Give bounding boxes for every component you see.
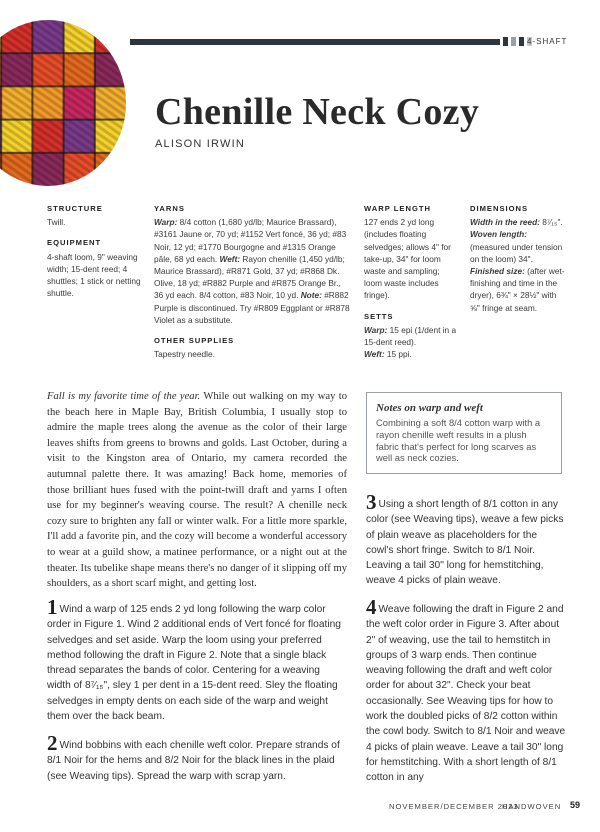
step-3: [366, 490, 566, 589]
article-title: Chenille Neck Cozy: [155, 91, 480, 133]
swatch: [511, 37, 516, 46]
intro-lead: Fall is my favorite time of the year.: [47, 391, 201, 402]
spec-yarns: [154, 203, 350, 360]
step-number: 3: [366, 490, 377, 514]
notes-body: Combining a soft 8/4 cotton warp with a rayon chenille weft results in a plush fabric that's perfect for long scarves as well as neck cozies.: [376, 417, 541, 464]
setts-weft-text: 15 ppi.: [384, 349, 412, 360]
dim-woven: [470, 228, 568, 265]
yarns-value: [154, 216, 350, 326]
warp-length-label: WARP LENGTH: [364, 204, 431, 213]
section-tag: 4-SHAFT: [527, 37, 568, 46]
notes-box: [366, 392, 562, 474]
footer-issue: NOVEMBER/DECEMBER 2023: [389, 802, 519, 811]
setts-warp-label: Warp:: [364, 324, 388, 335]
yarns-note-text: #R882 Purple is discontinued. Try #R809 Eggplant or #R878 Violet as a substitute.: [154, 290, 350, 325]
yarns-warp-text: 8/4 cotton (1,680 yd/lb; Maurice Brassard), #3161 Jaune or, 70 yd; #1152 Vert foncé, 36 yd; #83 Noir, 12 yd; #1770 Bourgogne and #1315 Orange pâle, 68 yd each.: [154, 217, 347, 264]
swatch: [503, 37, 508, 46]
step-text: Wind a warp of 125 ends 2 yd long following the warp color order in Figure 1. Wind 2 additional ends of Vert foncé for floating selvedges and set aside. Warp the loom using your preferred method following the draft in Figure 2. Note that a single black thread separates the bands of color. Centering for a weaving width of 8⁷⁄₁₅", sley 1 per dent in a 15-dent reed. Sley the floating selvedges in empty dents on each side of the warp and weight them over the back beam.: [47, 604, 341, 723]
step-4: [366, 595, 566, 786]
author-name: ALISON IRWIN: [155, 138, 245, 150]
dim-width-label: Width in the reed:: [470, 217, 540, 228]
yarns-warp-label: Warp:: [154, 217, 178, 228]
step-number: 2: [47, 731, 58, 755]
yarns-note-label: Note:: [300, 290, 322, 301]
swatch: [519, 37, 524, 46]
equipment-value: 4-shaft loom, 9" weaving width; 15-dent reed; 4 shuttles; 1 stick or netting shuttle.: [47, 251, 141, 299]
yarns-label: YARNS: [154, 204, 185, 213]
setts-warp: [364, 324, 458, 348]
step-text: Wind bobbins with each chenille weft color. Prepare strands of 8/1 Noir for the hems and 8/2 Noir for the black lines in the plaid (see Weaving tips). Spread the warp with scrap yarn.: [47, 740, 340, 782]
structure-value: Twill.: [47, 217, 66, 228]
setts-weft-label: Weft:: [364, 349, 385, 360]
step-2: [47, 731, 345, 784]
step-1: [47, 595, 345, 724]
other-supplies-label: OTHER SUPPLIES: [154, 336, 235, 346]
step-number: 4: [366, 595, 377, 619]
structure-label: STRUCTURE: [47, 204, 103, 213]
dim-finished-label: Finished size:: [470, 266, 525, 277]
notes-title: Notes on warp and weft: [376, 402, 483, 414]
dim-finished-text: (after wet-finishing and time in the dryer), 6¾" × 28½" with ⅝" fringe at seam.: [470, 266, 565, 313]
header-rule: [130, 39, 500, 45]
setts-weft: [364, 348, 458, 360]
setts-warp-text: 15 epi (1/dent in a 15-dent reed).: [364, 324, 457, 348]
setts-label: SETTS: [364, 311, 394, 321]
spec-dimensions: [470, 203, 568, 314]
yarns-weft-text: Rayon chenille (1,450 yd/lb; Maurice Brassard), #R871 Gold, 37 yd; #R868 Dk. Olive, 18 yd; #R882 Purple and #R875 Orange Br., 36 yd each. 8/4 cotton, #83 Noir, 10 yd.: [154, 253, 345, 301]
page-number: 59: [570, 800, 581, 810]
dim-woven-text: (measured under tension on the loom) 34".: [470, 241, 563, 264]
dimensions-label: DIMENSIONS: [470, 204, 529, 213]
spec-warp-setts: [364, 203, 458, 360]
intro-text: While out walking on my way to the beach here in Maple Bay, British Columbia, I usually stop to admire the maple trees along the avenue as the color of their large leaves shifts from greens to browns and golds. Last October, during a visit to the Kingston area of Ontario, my camera recorded the autumnal palette there. It was amazing! Back home, memories of those brilliant hues fused with the point-twill draft and yarns I often use for my beginner's weaving course. The result? A chenille neck cozy sure to brighten any fall or winter walk. For a little more sparkle, I'll add a favorite pin, and the cozy will become a wonderful accessory to wear at a guild show, a matinee performance, or a night out at the theater. Its tubelike shape means there's no danger of it slipping off my shoulders, as a short scarf might, and getting lost.: [47, 391, 348, 590]
intro-paragraph: [47, 389, 347, 592]
dim-width: [470, 216, 568, 228]
woven-plaid-image: [0, 20, 126, 186]
fabric-photo: [0, 20, 126, 186]
spec-structure-equipment: [47, 203, 142, 299]
dim-finished: [470, 265, 568, 314]
yarns-weft-label: Weft:: [219, 253, 241, 264]
dim-woven-label: Woven length:: [470, 229, 528, 240]
step-text: Weave following the draft in Figure 2 and the weft color order in Figure 3. After about 2" of weaving, use the tail to hemstitch in groups of 3 warp ends. Then continue weaving following the draft and weft color order for about 32". Check your beat occasionally. See Weaving tips for how to work the doubled picks of 8/2 cotton within the cowl body. Switch to 8/1 Noir and weave 4 picks of plain weave. Leave a tail 30" long for hemstitching. With a short length of 8/1 cotton in any: [366, 604, 566, 784]
step-text: Using a short length of 8/1 cotton in any color (see Weaving tips), weave a few picks of plain weave as placeholders for the cowl's short fringe. Switch to 8/1 Noir. Leaving a tail 30" long for hemstitching, weave 4 picks of plain weave.: [366, 499, 564, 587]
other-supplies-value: Tapestry needle.: [154, 349, 215, 360]
footer-magazine: HANDWOVEN: [502, 802, 562, 811]
equipment-label: EQUIPMENT: [47, 238, 102, 248]
step-number: 1: [47, 595, 58, 619]
warp-length-value: 127 ends 2 yd long (includes floating selvedges; allows 4" for take-up, 34" for loom waste and sampling; loom waste includes fringe).: [364, 217, 451, 301]
dim-width-text: 8⁷⁄₁₅".: [540, 217, 563, 228]
